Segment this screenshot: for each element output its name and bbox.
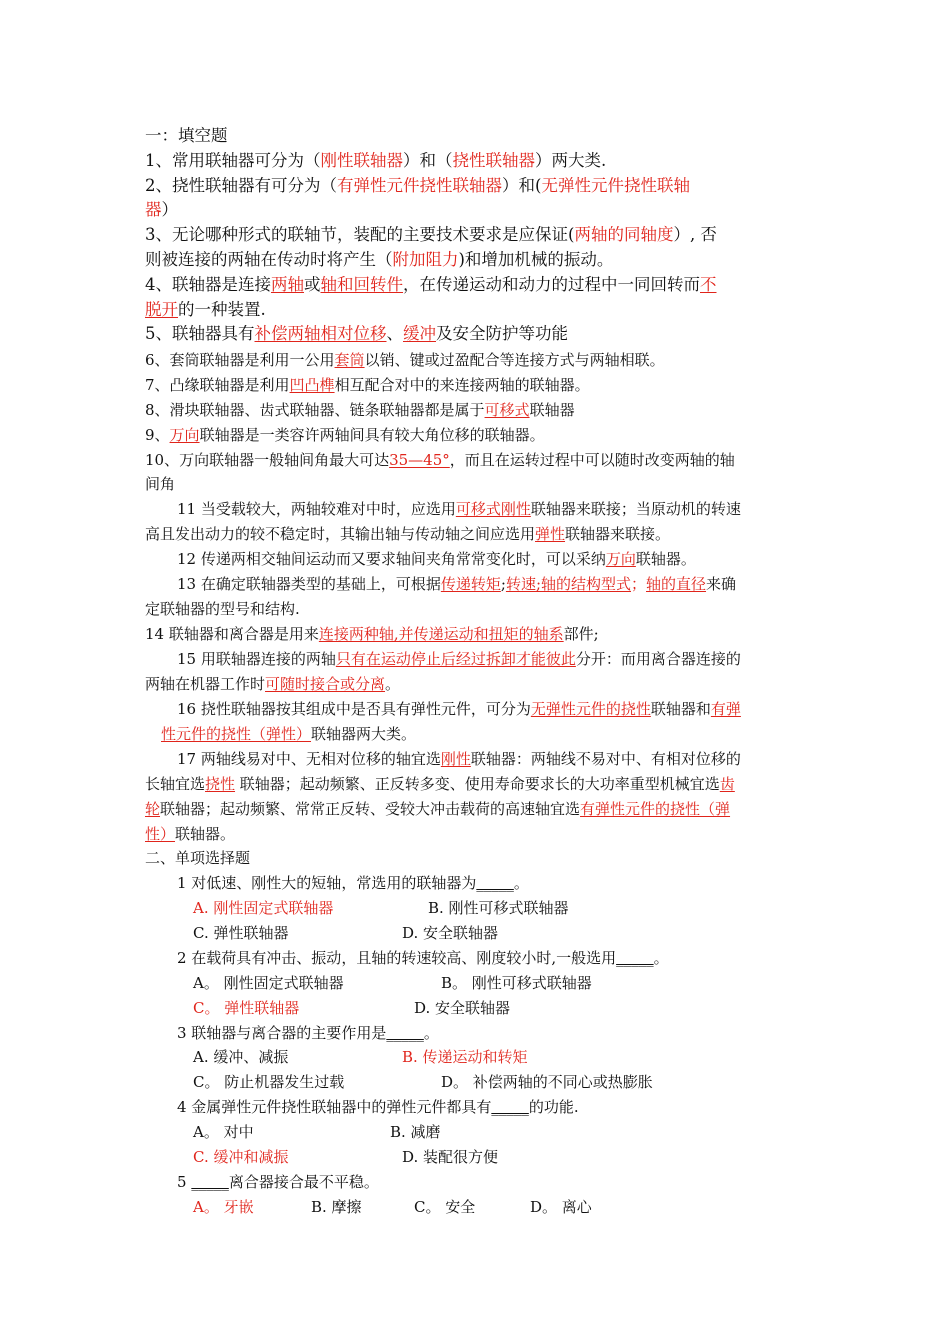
choice-4-option-d: D. 装配很方便 bbox=[402, 1148, 499, 1166]
question-15: 15 用联轴器连接的两轴只有在运动停止后经过拆卸才能彼此分开：而用离合器连接的 bbox=[177, 650, 741, 668]
section-heading-fill-in: 一：填空题 bbox=[145, 126, 228, 145]
question-2: 2、挠性联轴器有可分为（有弹性元件挠性联轴器）和(无弹性元件挠性联轴 bbox=[145, 176, 690, 195]
choice-2-option-d: D. 安全联轴器 bbox=[414, 999, 511, 1017]
choice-3-option-b: B. 传递运动和转矩 bbox=[402, 1048, 528, 1066]
question-16: 16 挠性联轴器按其组成中是否具有弹性元件，可分为无弹性元件的挠性联轴器和有弹 bbox=[177, 700, 741, 718]
choice-5-option-d: D。 离心 bbox=[530, 1198, 592, 1216]
question-4-cont: 脱开的一种装置. bbox=[145, 300, 266, 319]
choice-3-option-a: A. 缓冲、减振 bbox=[193, 1048, 289, 1066]
question-9: 9、万向联轴器是一类容许两轴间具有较大角位移的联轴器。 bbox=[145, 426, 545, 444]
question-10: 10、万向联轴器一般轴间角最大可达35—45°，而且在运转过程中可以随时改变两轴的轴 bbox=[145, 451, 735, 469]
choice-4-option-b: B. 减磨 bbox=[390, 1123, 441, 1141]
choice-5-option-a: A。 牙嵌 bbox=[193, 1198, 254, 1216]
question-4: 4、联轴器是连接两轴或轴和回转件，在传递运动和动力的过程中一同回转而不 bbox=[145, 275, 717, 294]
question-8: 8、滑块联轴器、齿式联轴器、链条联轴器都是属于可移式联轴器 bbox=[145, 401, 575, 419]
choice-4-option-c: C. 缓冲和减振 bbox=[193, 1148, 289, 1166]
question-12: 12 传递两相交轴间运动而又要求轴间夹角常常变化时，可以采纳万向联轴器。 bbox=[177, 550, 696, 568]
question-10-cont: 间角 bbox=[145, 475, 176, 493]
question-16-cont: 性元件的挠性（弹性）联轴器两大类。 bbox=[161, 725, 417, 743]
choice-4-option-a: A。 对中 bbox=[193, 1123, 254, 1141]
choice-3-option-d: D。 补偿两轴的不同心或热膨胀 bbox=[441, 1073, 653, 1091]
question-13: 13 在确定联轴器类型的基础上，可根据传递转矩;转速;轴的结构型式；轴的直径来确 bbox=[177, 575, 737, 593]
question-2-cont: 器） bbox=[145, 200, 178, 219]
choice-1-option-c: C. 弹性联轴器 bbox=[193, 924, 289, 942]
choice-1-option-d: D. 安全联轴器 bbox=[402, 924, 499, 942]
question-17-cont-1: 长轴宜选挠性 联轴器；起动频繁、正反转多变、使用寿命要求长的大功率重型机械宜选齿 bbox=[145, 775, 735, 793]
question-14: 14 联轴器和离合器是用来连接两种轴,并传递运动和扭矩的轴系部件; bbox=[145, 625, 599, 643]
choice-5-option-c: C。 安全 bbox=[414, 1198, 476, 1216]
choice-2-option-a: A。 刚性固定式联轴器 bbox=[193, 974, 344, 992]
question-7: 7、凸缘联轴器是利用凹凸榫相互配合对中的来连接两轴的联轴器。 bbox=[145, 376, 590, 394]
choice-2-option-b: B。 刚性可移式联轴器 bbox=[441, 974, 592, 992]
question-17: 17 两轴线易对中、无相对位移的轴宜选刚性联轴器：两轴线不易对中、有相对位移的 bbox=[177, 750, 741, 768]
question-5: 5、联轴器具有补偿两轴相对位移、缓冲及安全防护等功能 bbox=[145, 324, 568, 343]
choice-2-option-c: C。 弹性联轴器 bbox=[193, 999, 300, 1017]
choice-question-4: 4 金属弹性元件挠性联轴器中的弹性元件都具有_____的功能. bbox=[177, 1098, 579, 1116]
question-13-cont: 定联轴器的型号和结构. bbox=[145, 600, 300, 618]
question-3-cont: 则被连接的两轴在传动时将产生（附加阻力)和增加机械的振动。 bbox=[145, 250, 614, 269]
question-1: 1、常用联轴器可分为（刚性联轴器）和（挠性联轴器）两大类. bbox=[145, 151, 607, 170]
question-17-cont-2: 轮联轴器；起动频繁、常常正反转、受较大冲击载荷的高速轴宜选有弹性元件的挠性（弹 bbox=[145, 800, 731, 818]
question-15-cont: 两轴在机器工作时可随时接合或分离。 bbox=[145, 675, 401, 693]
question-17-cont-3: 性）联轴器。 bbox=[145, 825, 236, 843]
question-6: 6、套筒联轴器是利用一公用套筒以销、键或过盈配合等连接方式与两轴相联。 bbox=[145, 351, 665, 369]
choice-5-option-b: B. 摩擦 bbox=[311, 1198, 362, 1216]
choice-question-5: 5 _____离合器接合最不平稳。 bbox=[177, 1173, 379, 1191]
choice-3-option-c: C。 防止机器发生过载 bbox=[193, 1073, 345, 1091]
choice-question-2: 2 在载荷具有冲击、振动，且轴的转速较高、刚度较小时,一般选用_____。 bbox=[177, 949, 669, 967]
section-heading-choice: 二、单项选择题 bbox=[145, 849, 251, 867]
question-11-cont: 高且发出动力的较不稳定时，其输出轴与传动轴之间应选用弹性联轴器来联接。 bbox=[145, 525, 671, 543]
question-11: 11 当受载较大，两轴较难对中时，应选用可移式刚性联轴器来联接；当原动机的转速 bbox=[177, 500, 741, 518]
choice-1-option-a: A. 刚性固定式联轴器 bbox=[193, 899, 334, 917]
choice-question-3: 3 联轴器与离合器的主要作用是_____。 bbox=[177, 1024, 439, 1042]
choice-1-option-b: B. 刚性可移式联轴器 bbox=[428, 899, 569, 917]
choice-question-1: 1 对低速、刚性大的短轴，常选用的联轴器为_____。 bbox=[177, 874, 529, 892]
question-3: 3、无论哪种形式的联轴节，装配的主要技术要求是应保证(两轴的同轴度）, 否 bbox=[145, 225, 717, 244]
